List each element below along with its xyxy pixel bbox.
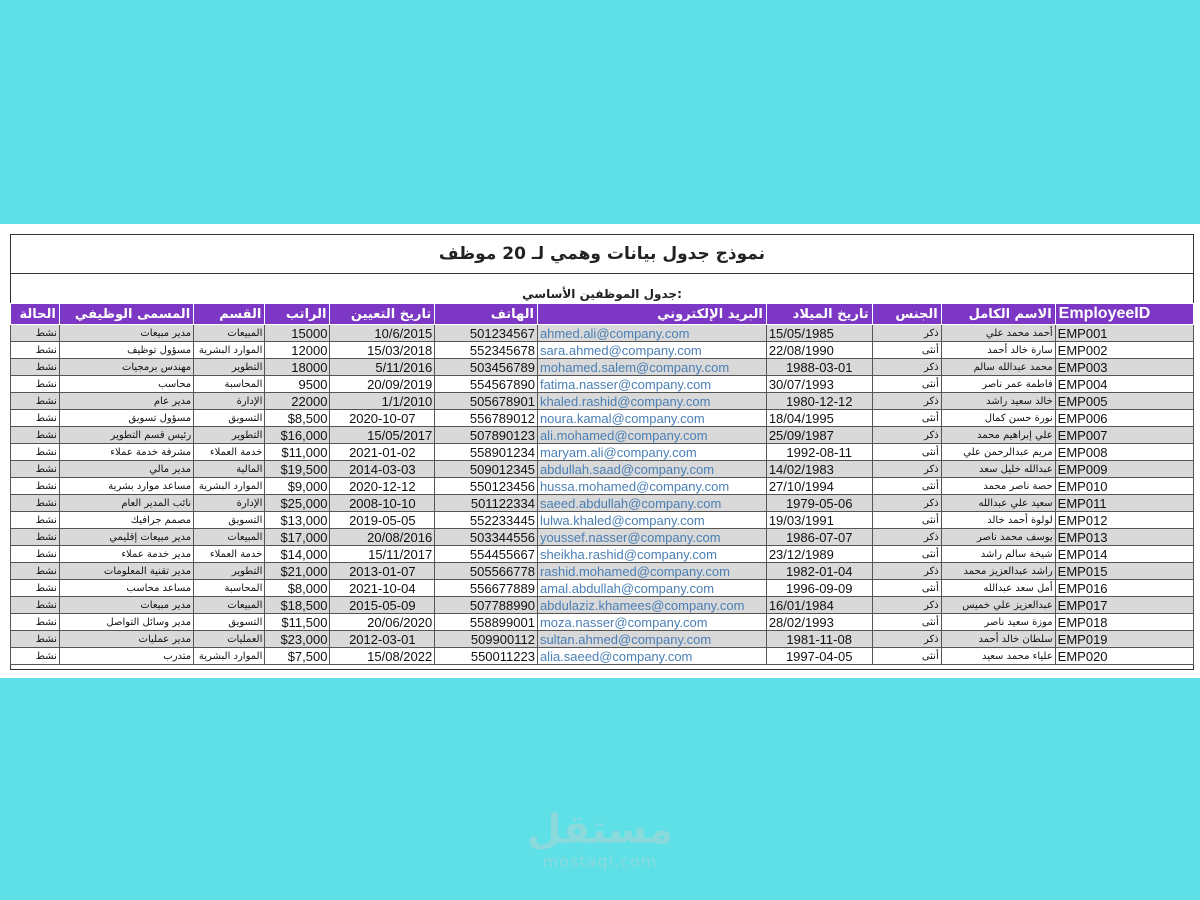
cell-job-title[interactable]: رئيس قسم التطوير — [59, 427, 193, 444]
cell-job-title[interactable]: مدير مبيعات — [59, 325, 193, 342]
table-row — [11, 393, 1194, 410]
cell-status[interactable]: نشط — [11, 529, 60, 546]
cell-department[interactable]: التسويق — [194, 410, 265, 427]
cell-department[interactable]: خدمة العملاء — [194, 546, 265, 563]
cell-phone[interactable]: 556677889 — [435, 580, 538, 597]
cell-full-name[interactable]: سلطان خالد أحمد — [941, 631, 1055, 648]
cell-employee-id[interactable]: EMP018 — [1055, 614, 1193, 631]
cell-email[interactable]: hussa.mohamed@company.com — [537, 478, 766, 495]
cell-department[interactable]: العمليات — [194, 631, 265, 648]
cell-phone[interactable]: 509900112 — [435, 631, 538, 648]
cell-email[interactable]: rashid.mohamed@company.com — [537, 563, 766, 580]
cell-department[interactable]: التسويق — [194, 512, 265, 529]
cell-full-name[interactable]: راشد عبدالعزيز محمد — [941, 563, 1055, 580]
cell-department[interactable]: الإدارة — [194, 495, 265, 512]
header-phone[interactable]: الهاتف — [435, 304, 538, 325]
cell-job-title[interactable]: مساعد محاسب — [59, 580, 193, 597]
cell-status[interactable]: نشط — [11, 512, 60, 529]
cell-phone[interactable]: 552233445 — [435, 512, 538, 529]
cell-hire-date[interactable]: 2019-05-05 — [330, 512, 435, 529]
cell-gender[interactable]: ذكر — [872, 597, 941, 614]
header-row — [11, 304, 1194, 325]
cell-employee-id[interactable]: EMP004 — [1055, 376, 1193, 393]
cell-phone[interactable]: 554567890 — [435, 376, 538, 393]
table-row — [11, 546, 1194, 563]
cell-phone[interactable]: 550011223 — [435, 648, 538, 665]
cell-phone[interactable]: 507788990 — [435, 597, 538, 614]
cell-salary[interactable]: $11,500 — [265, 614, 330, 631]
cell-employee-id[interactable]: EMP019 — [1055, 631, 1193, 648]
cell-gender[interactable]: أنثى — [872, 546, 941, 563]
cell-birth-date[interactable]: 30/07/1993 — [766, 376, 872, 393]
cell-job-title[interactable]: مدير مبيعات إقليمي — [59, 529, 193, 546]
spreadsheet-sheet — [0, 224, 1200, 678]
cell-job-title[interactable]: مدير تقنية المعلومات — [59, 563, 193, 580]
cell-hire-date[interactable]: 20/09/2019 — [330, 376, 435, 393]
cell-status[interactable]: نشط — [11, 597, 60, 614]
cell-hire-date[interactable]: 2014-03-03 — [330, 461, 435, 478]
cell-employee-id[interactable]: EMP020 — [1055, 648, 1193, 665]
cell-employee-id[interactable]: EMP001 — [1055, 325, 1193, 342]
table-row — [11, 325, 1194, 342]
cell-hire-date[interactable]: 20/08/2016 — [330, 529, 435, 546]
cell-status[interactable]: نشط — [11, 342, 60, 359]
cell-department[interactable]: التطوير — [194, 359, 265, 376]
table-row — [11, 427, 1194, 444]
cell-salary[interactable]: $7,500 — [265, 648, 330, 665]
cell-phone[interactable]: 501234567 — [435, 325, 538, 342]
cell-phone[interactable]: 503456789 — [435, 359, 538, 376]
cell-employee-id[interactable]: EMP005 — [1055, 393, 1193, 410]
cell-gender[interactable]: ذكر — [872, 359, 941, 376]
cell-department[interactable]: التسويق — [194, 614, 265, 631]
cell-hire-date[interactable]: 2008-10-10 — [330, 495, 435, 512]
header-gender[interactable]: الجنس — [872, 304, 941, 325]
cell-gender[interactable]: أنثى — [872, 410, 941, 427]
table-frame — [10, 234, 1194, 670]
watermark-arabic: مستقل — [526, 807, 674, 853]
cell-full-name[interactable]: موزة سعيد ناصر — [941, 614, 1055, 631]
cell-hire-date[interactable]: 2013-01-07 — [330, 563, 435, 580]
cell-birth-date[interactable]: 28/02/1993 — [766, 614, 872, 631]
cell-full-name[interactable]: سارة خالد أحمد — [941, 342, 1055, 359]
cell-email[interactable]: abdullah.saad@company.com — [537, 461, 766, 478]
cell-email[interactable]: mohamed.salem@company.com — [537, 359, 766, 376]
table-row — [11, 512, 1194, 529]
cell-birth-date[interactable]: 1982-01-04 — [766, 563, 872, 580]
header-hire-date[interactable]: تاريخ التعيين — [330, 304, 435, 325]
cell-salary[interactable]: $9,000 — [265, 478, 330, 495]
cell-job-title[interactable]: مدير وسائل التواصل — [59, 614, 193, 631]
cell-full-name[interactable]: علي إبراهيم محمد — [941, 427, 1055, 444]
table-row — [11, 342, 1194, 359]
cell-gender[interactable]: أنثى — [872, 444, 941, 461]
table-row — [11, 597, 1194, 614]
cell-department[interactable]: الإدارة — [194, 393, 265, 410]
cell-salary[interactable]: 18000 — [265, 359, 330, 376]
cell-gender[interactable]: أنثى — [872, 614, 941, 631]
cell-status[interactable]: نشط — [11, 410, 60, 427]
cell-full-name[interactable]: شيخة سالم راشد — [941, 546, 1055, 563]
table-row — [11, 359, 1194, 376]
cell-salary[interactable]: $8,000 — [265, 580, 330, 597]
cell-email[interactable]: maryam.ali@company.com — [537, 444, 766, 461]
cell-gender[interactable]: ذكر — [872, 631, 941, 648]
cell-status[interactable]: نشط — [11, 563, 60, 580]
cell-gender[interactable]: ذكر — [872, 529, 941, 546]
cell-salary[interactable]: $25,000 — [265, 495, 330, 512]
cell-hire-date[interactable]: 20/06/2020 — [330, 614, 435, 631]
table-row — [11, 461, 1194, 478]
cell-gender[interactable]: أنثى — [872, 376, 941, 393]
cell-gender[interactable]: ذكر — [872, 427, 941, 444]
cell-hire-date[interactable]: 15/11/2017 — [330, 546, 435, 563]
cell-birth-date[interactable]: 14/02/1983 — [766, 461, 872, 478]
cell-hire-date[interactable]: 2020-10-07 — [330, 410, 435, 427]
cell-job-title[interactable]: محاسب — [59, 376, 193, 393]
cell-email[interactable]: saeed.abdullah@company.com — [537, 495, 766, 512]
table-row — [11, 478, 1194, 495]
cell-email[interactable]: ali.mohamed@company.com — [537, 427, 766, 444]
header-status[interactable]: الحالة — [11, 304, 60, 325]
cell-employee-id[interactable]: EMP002 — [1055, 342, 1193, 359]
cell-phone[interactable]: 509012345 — [435, 461, 538, 478]
cell-gender[interactable]: ذكر — [872, 393, 941, 410]
cell-full-name[interactable]: حصة ناصر محمد — [941, 478, 1055, 495]
cell-status[interactable]: نشط — [11, 478, 60, 495]
cell-job-title[interactable]: مشرفة خدمة عملاء — [59, 444, 193, 461]
cell-email[interactable]: moza.nasser@company.com — [537, 614, 766, 631]
cell-email[interactable]: lulwa.khaled@company.com — [537, 512, 766, 529]
cell-status[interactable]: نشط — [11, 427, 60, 444]
cell-department[interactable]: المحاسبة — [194, 376, 265, 393]
cell-department[interactable]: خدمة العملاء — [194, 444, 265, 461]
cell-employee-id[interactable]: EMP007 — [1055, 427, 1193, 444]
cell-status[interactable]: نشط — [11, 580, 60, 597]
cell-phone[interactable]: 505566778 — [435, 563, 538, 580]
cell-birth-date[interactable]: 25/09/1987 — [766, 427, 872, 444]
cell-department[interactable]: المبيعات — [194, 597, 265, 614]
cell-birth-date[interactable]: 1986-07-07 — [766, 529, 872, 546]
cell-salary[interactable]: $14,000 — [265, 546, 330, 563]
table-row — [11, 631, 1194, 648]
cell-employee-id[interactable]: EMP006 — [1055, 410, 1193, 427]
cell-full-name[interactable]: خالد سعيد راشد — [941, 393, 1055, 410]
cell-status[interactable]: نشط — [11, 648, 60, 665]
page-title: نموذج جدول بيانات وهمي لـ 20 موظف — [11, 235, 1193, 274]
cell-birth-date[interactable]: 15/05/1985 — [766, 325, 872, 342]
cell-birth-date[interactable]: 1980-12-12 — [766, 393, 872, 410]
cell-salary[interactable]: $13,000 — [265, 512, 330, 529]
cell-job-title[interactable]: مدير مالي — [59, 461, 193, 478]
cell-phone[interactable]: 550123456 — [435, 478, 538, 495]
cell-phone[interactable]: 552345678 — [435, 342, 538, 359]
table-row — [11, 648, 1194, 665]
cell-employee-id[interactable]: EMP013 — [1055, 529, 1193, 546]
cell-employee-id[interactable]: EMP016 — [1055, 580, 1193, 597]
cell-hire-date[interactable]: 2021-10-04 — [330, 580, 435, 597]
cell-phone[interactable]: 558899001 — [435, 614, 538, 631]
cell-phone[interactable]: 507890123 — [435, 427, 538, 444]
cell-status[interactable]: نشط — [11, 359, 60, 376]
cell-employee-id[interactable]: EMP011 — [1055, 495, 1193, 512]
table-row — [11, 376, 1194, 393]
cell-birth-date[interactable]: 1992-08-11 — [766, 444, 872, 461]
cell-birth-date[interactable]: 23/12/1989 — [766, 546, 872, 563]
cell-salary[interactable]: 22000 — [265, 393, 330, 410]
cell-full-name[interactable]: فاطمة عمر ناصر — [941, 376, 1055, 393]
cell-birth-date[interactable]: 19/03/1991 — [766, 512, 872, 529]
cell-full-name[interactable]: مريم عبدالرحمن علي — [941, 444, 1055, 461]
cell-status[interactable]: نشط — [11, 614, 60, 631]
cell-full-name[interactable]: نورة حسن كمال — [941, 410, 1055, 427]
cell-gender[interactable]: ذكر — [872, 563, 941, 580]
cell-email[interactable]: youssef.nasser@company.com — [537, 529, 766, 546]
cell-hire-date[interactable]: 1/1/2010 — [330, 393, 435, 410]
cell-birth-date[interactable]: 22/08/1990 — [766, 342, 872, 359]
cell-job-title[interactable]: نائب المدير العام — [59, 495, 193, 512]
cell-email[interactable]: khaled.rashid@company.com — [537, 393, 766, 410]
cell-job-title[interactable]: مدير مبيعات — [59, 597, 193, 614]
header-salary[interactable]: الراتب — [265, 304, 330, 325]
cell-department[interactable]: الموارد البشرية — [194, 342, 265, 359]
cell-job-title[interactable]: مدير عمليات — [59, 631, 193, 648]
cell-salary[interactable]: $21,000 — [265, 563, 330, 580]
cell-employee-id[interactable]: EMP014 — [1055, 546, 1193, 563]
cell-salary[interactable]: $23,000 — [265, 631, 330, 648]
table-row — [11, 614, 1194, 631]
cell-job-title[interactable]: مهندس برمجيات — [59, 359, 193, 376]
employee-table — [10, 303, 1194, 665]
cell-hire-date[interactable]: 2012-03-01 — [330, 631, 435, 648]
cell-full-name[interactable]: محمد عبدالله سالم — [941, 359, 1055, 376]
cell-gender[interactable]: ذكر — [872, 325, 941, 342]
cell-birth-date[interactable]: 1981-11-08 — [766, 631, 872, 648]
cell-department[interactable]: التطوير — [194, 563, 265, 580]
table-subtitle: جدول الموظفين الأساسي: — [522, 287, 682, 301]
cell-salary[interactable]: 12000 — [265, 342, 330, 359]
header-birth-date[interactable]: تاريخ الميلاد — [766, 304, 872, 325]
cell-phone[interactable]: 501122334 — [435, 495, 538, 512]
cell-phone[interactable]: 503344556 — [435, 529, 538, 546]
cell-birth-date[interactable]: 16/01/1984 — [766, 597, 872, 614]
header-full-name[interactable]: الاسم الكامل — [941, 304, 1055, 325]
cell-full-name[interactable]: لولوة أحمد خالد — [941, 512, 1055, 529]
cell-email[interactable]: noura.kamal@company.com — [537, 410, 766, 427]
cell-status[interactable]: نشط — [11, 495, 60, 512]
table-row — [11, 529, 1194, 546]
cell-employee-id[interactable]: EMP015 — [1055, 563, 1193, 580]
cell-gender[interactable]: أنثى — [872, 648, 941, 665]
table-row — [11, 580, 1194, 597]
cell-full-name[interactable]: أحمد محمد علي — [941, 325, 1055, 342]
cell-job-title[interactable]: مدير خدمة عملاء — [59, 546, 193, 563]
cell-full-name[interactable]: أمل سعد عبدالله — [941, 580, 1055, 597]
cell-hire-date[interactable]: 10/6/2015 — [330, 325, 435, 342]
cell-full-name[interactable]: عبدالله خليل سعد — [941, 461, 1055, 478]
cell-job-title[interactable]: متدرب — [59, 648, 193, 665]
table-row — [11, 444, 1194, 461]
cell-employee-id[interactable]: EMP012 — [1055, 512, 1193, 529]
cell-full-name[interactable]: سعيد علي عبدالله — [941, 495, 1055, 512]
cell-employee-id[interactable]: EMP009 — [1055, 461, 1193, 478]
cell-department[interactable]: الموارد البشرية — [194, 648, 265, 665]
cell-status[interactable]: نشط — [11, 376, 60, 393]
cell-gender[interactable]: ذكر — [872, 461, 941, 478]
table-row — [11, 563, 1194, 580]
table-body — [11, 325, 1194, 665]
cell-gender[interactable]: ذكر — [872, 495, 941, 512]
cell-salary[interactable]: $18,500 — [265, 597, 330, 614]
cell-full-name[interactable]: يوسف محمد ناصر — [941, 529, 1055, 546]
cell-hire-date[interactable]: 2015-05-09 — [330, 597, 435, 614]
watermark-latin: mostaql.com — [542, 852, 658, 871]
cell-status[interactable]: نشط — [11, 444, 60, 461]
cell-gender[interactable]: أنثى — [872, 478, 941, 495]
cell-email[interactable]: amal.abdullah@company.com — [537, 580, 766, 597]
cell-email[interactable]: sultan.ahmed@company.com — [537, 631, 766, 648]
header-job-title[interactable]: المسمى الوظيفي — [59, 304, 193, 325]
cell-birth-date[interactable]: 1996-09-09 — [766, 580, 872, 597]
cell-employee-id[interactable]: EMP010 — [1055, 478, 1193, 495]
cell-salary[interactable]: 9500 — [265, 376, 330, 393]
cell-hire-date[interactable]: 15/08/2022 — [330, 648, 435, 665]
cell-full-name[interactable]: علياء محمد سعيد — [941, 648, 1055, 665]
cell-status[interactable]: نشط — [11, 393, 60, 410]
cell-email[interactable]: sheikha.rashid@company.com — [537, 546, 766, 563]
cell-employee-id[interactable]: EMP017 — [1055, 597, 1193, 614]
cell-employee-id[interactable]: EMP008 — [1055, 444, 1193, 461]
cell-status[interactable]: نشط — [11, 631, 60, 648]
cell-salary[interactable]: $19,500 — [265, 461, 330, 478]
cell-birth-date[interactable]: 27/10/1994 — [766, 478, 872, 495]
table-row — [11, 495, 1194, 512]
header-email[interactable]: البريد الإلكتروني — [537, 304, 766, 325]
cell-hire-date[interactable]: 15/05/2017 — [330, 427, 435, 444]
cell-job-title[interactable]: مصمم جرافيك — [59, 512, 193, 529]
cell-status[interactable]: نشط — [11, 546, 60, 563]
cell-job-title[interactable]: مسؤول تسويق — [59, 410, 193, 427]
cell-department[interactable]: المبيعات — [194, 529, 265, 546]
cell-full-name[interactable]: عبدالعزيز علي خميس — [941, 597, 1055, 614]
table-row — [11, 410, 1194, 427]
cell-gender[interactable]: أنثى — [872, 512, 941, 529]
cell-gender[interactable]: أنثى — [872, 580, 941, 597]
cell-salary[interactable]: $8,500 — [265, 410, 330, 427]
cell-email[interactable]: ahmed.ali@company.com — [537, 325, 766, 342]
cell-hire-date[interactable]: 15/03/2018 — [330, 342, 435, 359]
cell-job-title[interactable]: مسؤول توظيف — [59, 342, 193, 359]
cell-birth-date[interactable]: 18/04/1995 — [766, 410, 872, 427]
cell-email[interactable]: sara.ahmed@company.com — [537, 342, 766, 359]
cell-department[interactable]: الموارد البشرية — [194, 478, 265, 495]
cell-employee-id[interactable]: EMP003 — [1055, 359, 1193, 376]
cell-salary[interactable]: $16,000 — [265, 427, 330, 444]
cell-hire-date[interactable]: 2020-12-12 — [330, 478, 435, 495]
cell-job-title[interactable]: مدير عام — [59, 393, 193, 410]
cell-salary[interactable]: $11,000 — [265, 444, 330, 461]
cell-salary[interactable]: 15000 — [265, 325, 330, 342]
mostaql-watermark — [500, 808, 700, 871]
cell-department[interactable]: المبيعات — [194, 325, 265, 342]
cell-email[interactable]: fatima.nasser@company.com — [537, 376, 766, 393]
cell-salary[interactable]: $17,000 — [265, 529, 330, 546]
cell-status[interactable]: نشط — [11, 461, 60, 478]
cell-birth-date[interactable]: 1997-04-05 — [766, 648, 872, 665]
cell-department[interactable]: المالية — [194, 461, 265, 478]
cell-email[interactable]: alia.saeed@company.com — [537, 648, 766, 665]
cell-birth-date[interactable]: 1979-05-06 — [766, 495, 872, 512]
header-department[interactable]: القسم — [194, 304, 265, 325]
cell-email[interactable]: abdulaziz.khamees@company.com — [537, 597, 766, 614]
cell-gender[interactable]: أنثى — [872, 342, 941, 359]
cell-phone[interactable]: 556789012 — [435, 410, 538, 427]
cell-job-title[interactable]: مساعد موارد بشرية — [59, 478, 193, 495]
cell-hire-date[interactable]: 5/11/2016 — [330, 359, 435, 376]
cell-phone[interactable]: 558901234 — [435, 444, 538, 461]
cell-phone[interactable]: 554455667 — [435, 546, 538, 563]
cell-birth-date[interactable]: 1988-03-01 — [766, 359, 872, 376]
cell-hire-date[interactable]: 2021-01-02 — [330, 444, 435, 461]
cell-department[interactable]: التطوير — [194, 427, 265, 444]
cell-phone[interactable]: 505678901 — [435, 393, 538, 410]
cell-department[interactable]: المحاسبة — [194, 580, 265, 597]
cell-status[interactable]: نشط — [11, 325, 60, 342]
header-employee-id[interactable]: EmployeeID — [1055, 304, 1193, 325]
